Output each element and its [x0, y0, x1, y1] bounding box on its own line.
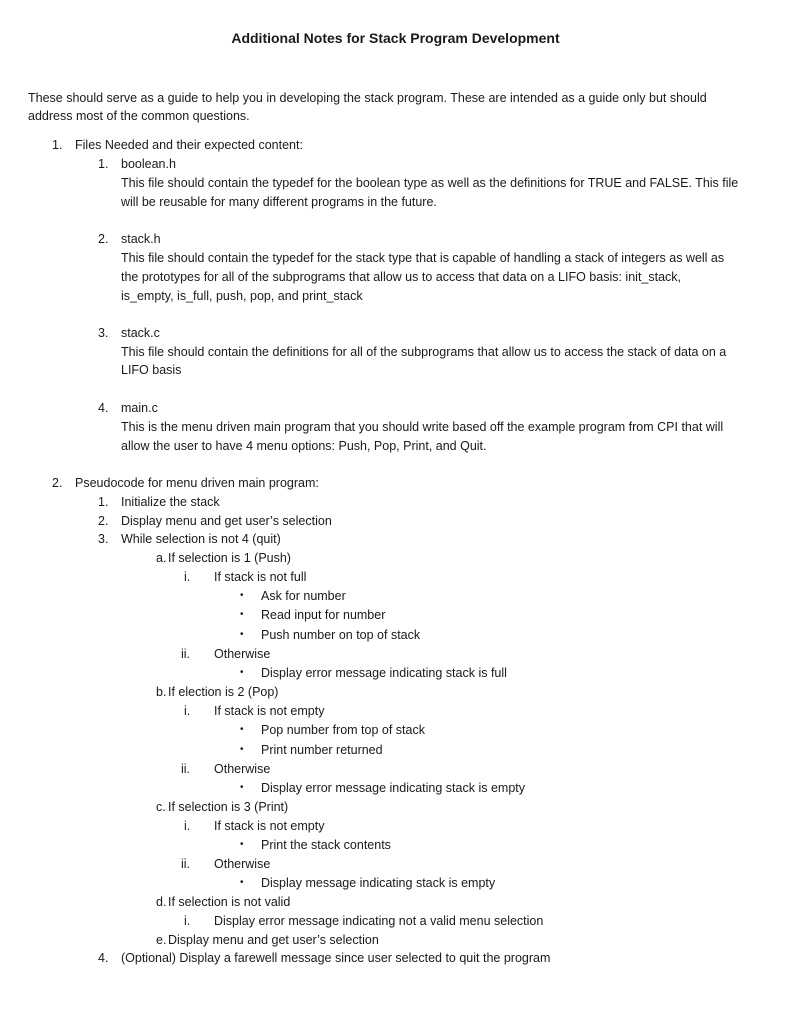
sub-label: i.	[184, 914, 191, 928]
case-text: Display menu and get user’s selection	[168, 933, 379, 947]
file-name: boolean.h	[121, 157, 176, 171]
bullet-text: Display error message indicating stack is empty	[261, 781, 525, 795]
bullet-icon: •	[240, 724, 244, 735]
file-description-line: is_empty, is_full, push, pop, and print_stack	[121, 289, 363, 303]
sub-text: If stack is not empty	[214, 819, 325, 833]
sub-label: ii.	[181, 857, 191, 871]
bullet-icon: •	[240, 877, 244, 888]
sub-text: Otherwise	[214, 857, 271, 871]
list-number: 1.	[52, 138, 63, 152]
file-description-line: will be reusable for many different programs in the future.	[121, 195, 437, 209]
bullet-icon: •	[240, 590, 244, 601]
file-description-line: This file should contain the typedef for the stack type that is capable of handling a stack of integers as well as	[121, 251, 725, 265]
case-label: b.	[156, 685, 167, 699]
section-heading: Files Needed and their expected content:	[75, 138, 303, 152]
step-text: (Optional) Display a farewell message since user selected to quit the program	[121, 951, 551, 965]
bullet-icon: •	[240, 782, 244, 793]
file-description-line: This file should contain the definitions for all of the subprograms that allow us to access the stack of data on a	[121, 345, 727, 359]
case-label: c.	[156, 800, 166, 814]
case-label: a.	[156, 551, 167, 565]
case-text: If election is 2 (Pop)	[168, 685, 279, 699]
intro-line: address most of the common questions.	[28, 109, 250, 123]
case-label: e.	[156, 933, 167, 947]
file-name: main.c	[121, 401, 158, 415]
sub-label: i.	[184, 570, 191, 584]
list-number: 1.	[98, 157, 109, 171]
sub-label: i.	[184, 704, 191, 718]
case-text: If selection is not valid	[168, 895, 291, 909]
sub-label: ii.	[181, 762, 191, 776]
list-number: 4.	[98, 951, 109, 965]
bullet-text: Read input for number	[261, 608, 386, 622]
section-heading: Pseudocode for menu driven main program:	[75, 476, 319, 490]
sub-text: Display error message indicating not a valid menu selection	[214, 914, 544, 928]
file-description-line: This is the menu driven main program that you should write based off the example program from CPI that will	[121, 420, 724, 434]
sub-text: Otherwise	[214, 647, 271, 661]
bullet-text: Pop number from top of stack	[261, 723, 425, 737]
step-text: Display menu and get user’s selection	[121, 514, 332, 528]
page-title: Additional Notes for Stack Program Development	[231, 30, 560, 46]
bullet-icon: •	[240, 839, 244, 850]
step-text: While selection is not 4 (quit)	[121, 532, 281, 546]
list-number: 2.	[98, 232, 109, 246]
sub-text: If stack is not empty	[214, 704, 325, 718]
sub-label: i.	[184, 819, 191, 833]
bullet-icon: •	[240, 629, 244, 640]
bullet-icon: •	[240, 609, 244, 620]
sub-text: If stack is not full	[214, 570, 307, 584]
list-number: 3.	[98, 532, 109, 546]
list-number: 1.	[98, 495, 109, 509]
file-name: stack.h	[121, 232, 161, 246]
file-description-line: This file should contain the typedef for the boolean type as well as the definitions for TRUE and FALSE. This file	[121, 176, 739, 190]
bullet-text: Display error message indicating stack is full	[261, 666, 507, 680]
bullet-icon: •	[240, 667, 244, 678]
bullet-text: Ask for number	[261, 589, 346, 603]
bullet-text: Display message indicating stack is empty	[261, 876, 496, 890]
file-description-line: allow the user to have 4 menu options: Push, Pop, Print, and Quit.	[121, 439, 487, 453]
bullet-text: Print the stack contents	[261, 838, 391, 852]
bullet-text: Print number returned	[261, 743, 383, 757]
case-text: If selection is 3 (Print)	[168, 800, 289, 814]
list-number: 3.	[98, 326, 109, 340]
list-number: 2.	[52, 476, 63, 490]
sub-text: Otherwise	[214, 762, 271, 776]
bullet-icon: •	[240, 744, 244, 755]
list-number: 4.	[98, 401, 109, 415]
step-text: Initialize the stack	[121, 495, 220, 509]
file-description-line: LIFO basis	[121, 363, 182, 377]
bullet-text: Push number on top of stack	[261, 628, 421, 642]
sub-label: ii.	[181, 647, 191, 661]
list-number: 2.	[98, 514, 109, 528]
file-name: stack.c	[121, 326, 160, 340]
file-description-line: the prototypes for all of the subprograms that allow us to access that data on a LIFO basis: init_stack,	[121, 270, 682, 284]
intro-line: These should serve as a guide to help you in developing the stack program. These are intended as a guide only but should	[28, 91, 707, 105]
case-text: If selection is 1 (Push)	[168, 551, 291, 565]
case-label: d.	[156, 895, 167, 909]
